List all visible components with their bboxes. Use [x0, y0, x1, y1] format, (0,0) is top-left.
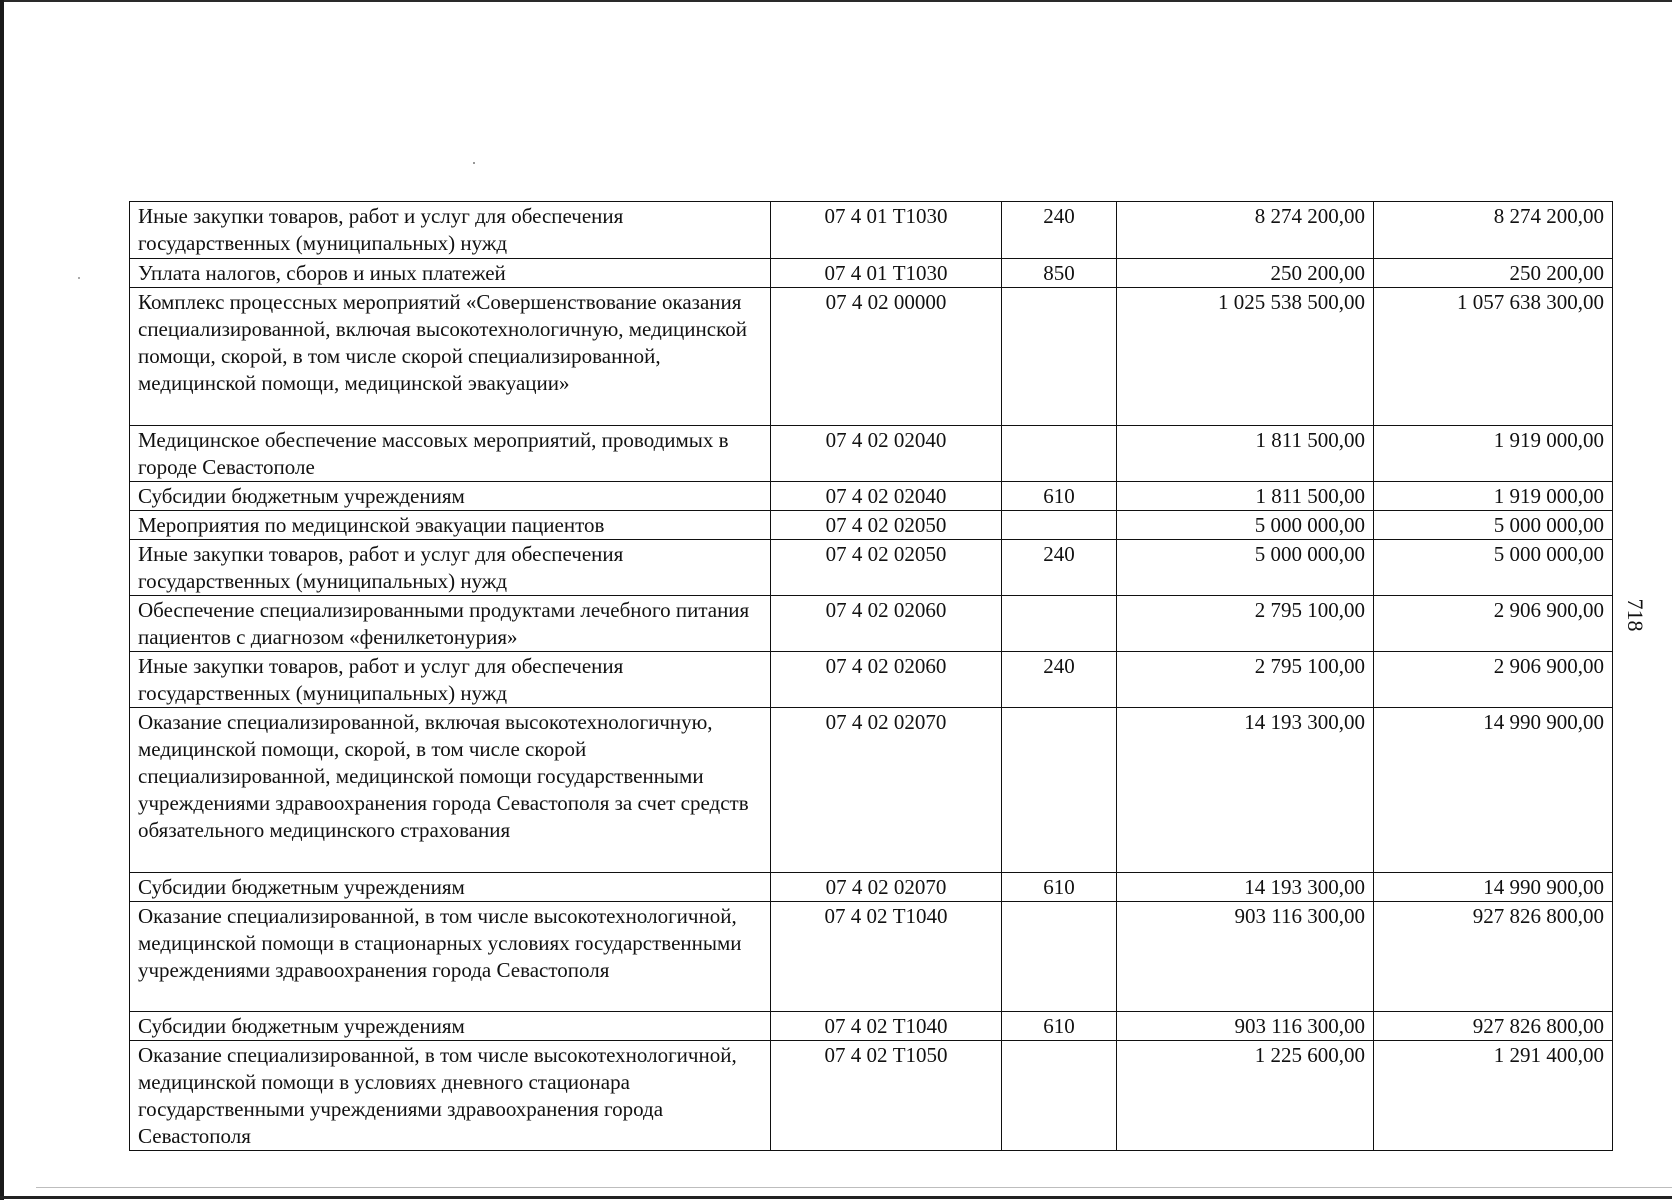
row-code: 07 4 02 Т1040: [771, 902, 1002, 1012]
table-row: [130, 259, 1613, 288]
row-sum-year-2: 1 057 638 300,00: [1374, 288, 1613, 426]
row-code: 07 4 02 02040: [771, 426, 1002, 482]
table-row: [130, 540, 1613, 596]
row-name: Субсидии бюджетным учреждениям: [130, 482, 771, 511]
row-expense-type: [1002, 426, 1117, 482]
row-code: 07 4 02 Т1050: [771, 1041, 1002, 1151]
row-sum-year-2: 14 990 900,00: [1374, 708, 1613, 873]
row-expense-type: 240: [1002, 202, 1117, 259]
row-expense-type: 850: [1002, 259, 1117, 288]
row-name: Мероприятия по медицинской эвакуации пациентов: [130, 511, 771, 540]
row-sum-year-1: 1 025 538 500,00: [1117, 288, 1374, 426]
row-expense-type: [1002, 902, 1117, 1012]
scan-edge-bottom: [0, 1196, 1672, 1199]
row-expense-type: 240: [1002, 652, 1117, 708]
table-row: [130, 511, 1613, 540]
row-sum-year-1: 1 225 600,00: [1117, 1041, 1374, 1151]
row-sum-year-1: 250 200,00: [1117, 259, 1374, 288]
row-sum-year-2: 1 919 000,00: [1374, 482, 1613, 511]
row-code: 07 4 02 00000: [771, 288, 1002, 426]
row-name: Медицинское обеспечение массовых мероприятий, проводимых в городе Севастополе: [130, 426, 771, 482]
scan-speck: [473, 162, 475, 164]
row-sum-year-2: 2 906 900,00: [1374, 596, 1613, 652]
row-name: Оказание специализированной, в том числе высокотехнологичной, медицинской помощи в условиях дневного стационара государственными учреждениями здравоохранения города Севастополя: [130, 1041, 771, 1151]
row-expense-type: [1002, 1041, 1117, 1151]
row-expense-type: [1002, 288, 1117, 426]
row-expense-type: 610: [1002, 1012, 1117, 1041]
row-code: 07 4 02 Т1040: [771, 1012, 1002, 1041]
scan-edge-top: [0, 0, 1672, 2]
row-sum-year-1: 1 811 500,00: [1117, 482, 1374, 511]
row-expense-type: [1002, 596, 1117, 652]
row-sum-year-2: 1 291 400,00: [1374, 1041, 1613, 1151]
row-sum-year-2: 2 906 900,00: [1374, 652, 1613, 708]
row-code: 07 4 02 02050: [771, 540, 1002, 596]
row-sum-year-2: 927 826 800,00: [1374, 902, 1613, 1012]
row-code: 07 4 01 Т1030: [771, 259, 1002, 288]
row-expense-type: 240: [1002, 540, 1117, 596]
row-sum-year-1: 2 795 100,00: [1117, 652, 1374, 708]
row-expense-type: [1002, 511, 1117, 540]
row-code: 07 4 02 02040: [771, 482, 1002, 511]
row-code: 07 4 02 02070: [771, 708, 1002, 873]
table-row: [130, 426, 1613, 482]
row-expense-type: 610: [1002, 873, 1117, 902]
row-name: Иные закупки товаров, работ и услуг для обеспечения государственных (муниципальных) нужд: [130, 202, 771, 259]
row-sum-year-1: 14 193 300,00: [1117, 708, 1374, 873]
row-code: 07 4 01 Т1030: [771, 202, 1002, 259]
row-expense-type: [1002, 708, 1117, 873]
row-name: Оказание специализированной, включая высокотехнологичную, медицинской помощи, скорой, в том числе скорой специализированной, медицинской помощи государственными учреждениями здравоохранения города Севастополя за счет средств обязательного медицинского страхования: [130, 708, 771, 873]
table-row: [130, 708, 1613, 873]
row-name: Оказание специализированной, в том числе высокотехнологичной, медицинской помощи в стационарных условиях государственными учреждениями здравоохранения города Севастополя: [130, 902, 771, 1012]
row-code: 07 4 02 02060: [771, 652, 1002, 708]
row-name: Уплата налогов, сборов и иных платежей: [130, 259, 771, 288]
row-name: Обеспечение специализированными продуктами лечебного питания пациентов с диагнозом «фенилкетонурия»: [130, 596, 771, 652]
table-row: [130, 202, 1613, 259]
scan-edge-left: [0, 0, 4, 1200]
table-row: [130, 873, 1613, 902]
row-sum-year-1: 1 811 500,00: [1117, 426, 1374, 482]
row-sum-year-1: 2 795 100,00: [1117, 596, 1374, 652]
row-sum-year-2: 1 919 000,00: [1374, 426, 1613, 482]
row-sum-year-1: 14 193 300,00: [1117, 873, 1374, 902]
row-sum-year-2: 5 000 000,00: [1374, 511, 1613, 540]
table-row: [130, 596, 1613, 652]
scan-speck: [78, 277, 80, 279]
row-sum-year-1: 5 000 000,00: [1117, 540, 1374, 596]
row-sum-year-2: 927 826 800,00: [1374, 1012, 1613, 1041]
table-row: [130, 1041, 1613, 1151]
row-name: Иные закупки товаров, работ и услуг для обеспечения государственных (муниципальных) нужд: [130, 540, 771, 596]
table-row: [130, 902, 1613, 1012]
table-row: [130, 288, 1613, 426]
table-row: [130, 652, 1613, 708]
row-name: Иные закупки товаров, работ и услуг для обеспечения государственных (муниципальных) нужд: [130, 652, 771, 708]
row-expense-type: 610: [1002, 482, 1117, 511]
row-name: Комплекс процессных мероприятий «Совершенствование оказания специализированной, включая высокотехнологичную, медицинской помощи, скорой, в том числе скорой специализированной, медицинской помощи, медицинской эвакуации»: [130, 288, 771, 426]
row-name: Субсидии бюджетным учреждениям: [130, 873, 771, 902]
page-number: 718: [1623, 598, 1648, 632]
table-row: [130, 482, 1613, 511]
budget-table: [129, 201, 1613, 1151]
row-sum-year-1: 903 116 300,00: [1117, 902, 1374, 1012]
row-code: 07 4 02 02050: [771, 511, 1002, 540]
row-sum-year-1: 903 116 300,00: [1117, 1012, 1374, 1041]
row-sum-year-2: 14 990 900,00: [1374, 873, 1613, 902]
budget-table-body: [130, 202, 1613, 1151]
table-row: [130, 1012, 1613, 1041]
row-code: 07 4 02 02060: [771, 596, 1002, 652]
row-sum-year-2: 5 000 000,00: [1374, 540, 1613, 596]
row-name: Субсидии бюджетным учреждениям: [130, 1012, 771, 1041]
row-sum-year-2: 250 200,00: [1374, 259, 1613, 288]
scan-line-bottom: [36, 1187, 1672, 1188]
row-sum-year-1: 8 274 200,00: [1117, 202, 1374, 259]
row-sum-year-2: 8 274 200,00: [1374, 202, 1613, 259]
row-code: 07 4 02 02070: [771, 873, 1002, 902]
row-sum-year-1: 5 000 000,00: [1117, 511, 1374, 540]
